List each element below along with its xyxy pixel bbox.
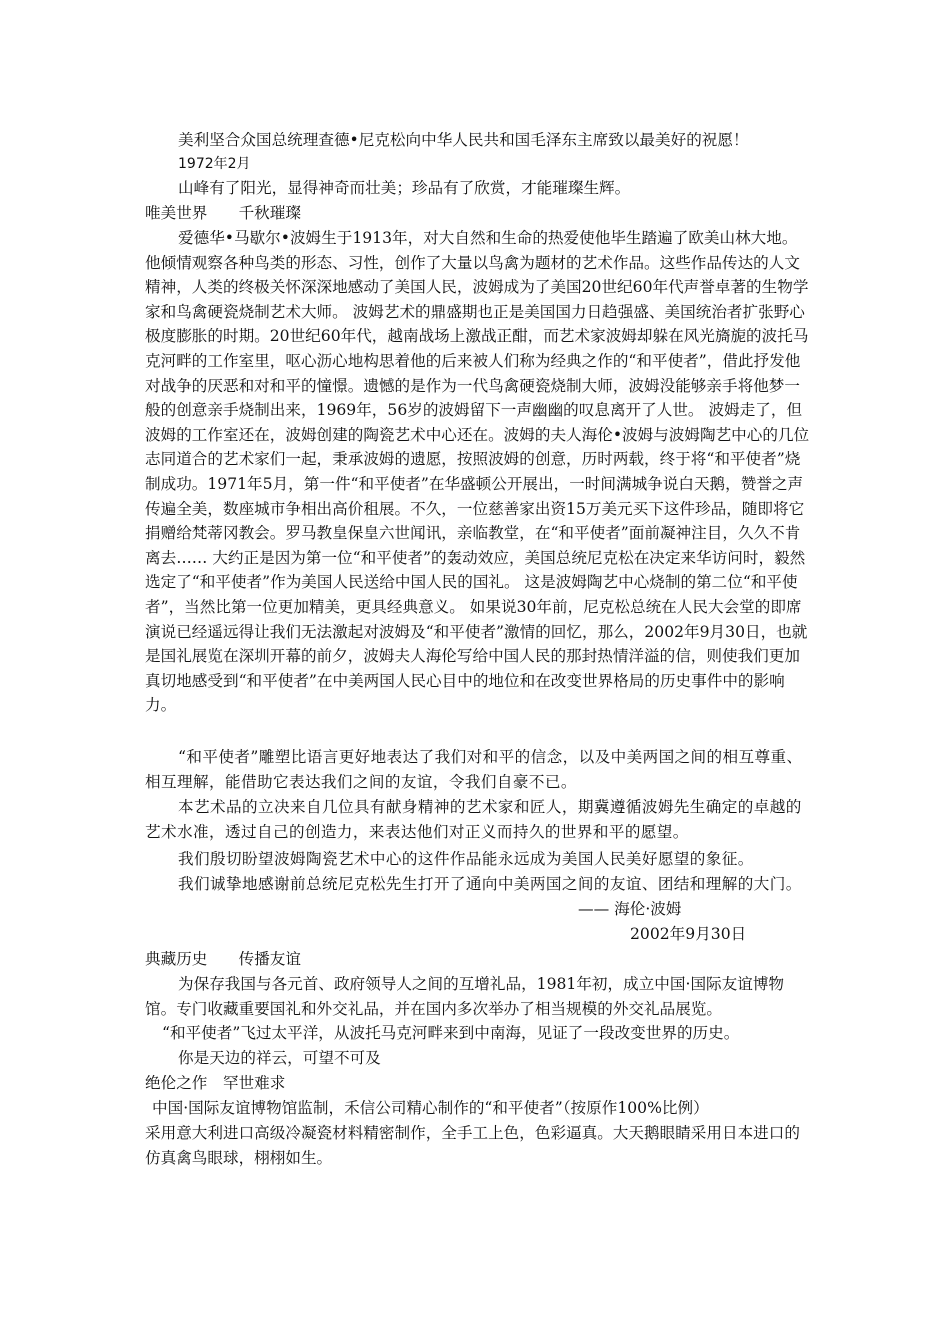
wish-date: 1972年2月 xyxy=(178,156,251,172)
made-paragraph: 中国·国际友谊博物馆监制，禾信公司精心制作的“和平使者”（按原作100%比例） xyxy=(152,1099,709,1117)
letter-paragraph-3: 我们殷切盼望波姆陶瓷艺术中心的这件作品能永远成为美国人民美好愿望的象征。 xyxy=(178,850,754,868)
museum-paragraph: 为保存我国与各元首、政府领导人之间的互增礼品，1981年初，成立中国·国际友谊博物馆。专门收藏重要国礼和外交礼品，并在国内多次举办了相当规模的外交礼品展览。 xyxy=(145,975,785,1018)
letter-paragraph-2: 本艺术品的立决来自几位具有献身精神的艺术家和匠人，期冀遵循波姆先生确定的卓越的艺术水准，透过自己的创造力，来表达他们对正义而持久的世界和平的愿望。 xyxy=(145,798,802,841)
cloud-paragraph: 你是天边的祥云，可望不可及 xyxy=(178,1049,381,1067)
fly-paragraph: “和平使者”飞过太平洋，从波托马克河畔来到中南海，见证了一段改变世界的历史。 xyxy=(162,1024,740,1042)
main-paragraph: 爱德华•马歇尔•波姆生于1913年，对大自然和生命的热爱使他毕生踏遍了欧美山林大地。他倾情观察各种鸟类的形态、习性，创作了大量以鸟禽为题材的艺术作品。这些作品传达的人文精神，人类的终极关怀深深地感动了美国人民，波姆成为了美国20世纪60年代声誉卓著的生物学家和鸟禽硬瓷烧制艺术大师。 波姆艺术的鼎盛期也正是美国国力日趋强盛、美国统治者扩张野心极度膨胀的时期。20世纪60年代，越南战场上激战正酣，而艺术家波姆却躲在风光旖旎的波托马克河畔的工作室里，呕心沥心地构思着他的后来被人们称为经典之作的“和平使者”，借此抒发他对战争的厌恶和对和平的憧憬。遗憾的是作为一代鸟禽硬瓷烧制大师，波姆没能够亲手将他梦一般的创意亲手烧制出来，1969年，56岁的波姆留下一声幽幽的叹息离开了人世。 波姆走了，但波姆的工作室还在，波姆创建的陶瓷艺术中心还在。波姆的夫人海伦•波姆与波姆陶艺中心的几位志同道合的艺术家们一起，秉承波姆的遗愿，按照波姆的创意，历时两载，终于将“和平使者”烧制成功。1971年5月，第一件“和平使者”在华盛顿公开展出，一时间满城争说白天鹅，赞誉之声传遍全美，数座城市争相出高价租展。不久，一位慈善家出资15万美元买下这件珍品，随即将它捐赠给梵蒂冈教会。罗马教皇保皇六世闻讯，亲临教堂，在“和平使者”面前凝神注目，久久不肯离去…… 大约正是因为第一位“和平使者”的轰动效应，美国总统尼克松在决定来华访问时，毅然选定了“和平使者”作为美国人民送给中国人民的国礼。 这是波姆陶艺中心烧制的第二位“和平使者”，当然比第一位更加精美，更具经典意义。 如果说30年前，尼克松总统在人民大会堂的即席演说已经遥远得让我们无法激起对波姆及“和平使者”激情的回忆，那么，2002年9月30日，也就是国礼展览在深圳开幕的前夕，波姆夫人海伦写给中国人民的那封热情洋溢的信，则使我们更加真切地感受到“和平使者”在中美两国人民心目中的地位和在改变世界格局的历史事件中的影响力。 xyxy=(145,229,810,715)
letter-signature: —— 海伦·波姆 xyxy=(578,900,682,918)
section-heading-1: 唯美世界 千秋璀璨 xyxy=(145,204,301,222)
saying-paragraph: 山峰有了阳光，显得神奇而壮美；珍品有了欣赏，才能璀璨生辉。 xyxy=(178,179,631,197)
material-paragraph: 采用意大利进口高级冷凝瓷材料精密制作，全手工上色，色彩逼真。大天鹅眼睛采用日本进口的仿真禽鸟眼球，栩栩如生。 xyxy=(145,1124,800,1167)
section-heading-2: 典藏历史 传播友谊 xyxy=(145,950,301,968)
wish-paragraph: 美利坚合众国总统理查德•尼克松向中华人民共和国毛泽东主席致以最美好的祝愿！ xyxy=(178,131,749,149)
letter-date: 2002年9月30日 xyxy=(630,925,747,943)
section-heading-3: 绝伦之作 罕世难求 xyxy=(145,1074,286,1092)
letter-paragraph-4: 我们诚挚地感谢前总统尼克松先生打开了通向中美两国之间的友谊、团结和理解的大门。 xyxy=(178,875,802,893)
letter-paragraph-1: “和平使者”雕塑比语言更好地表达了我们对和平的信念，以及中美两国之间的相互尊重、相互理解，能借助它表达我们之间的友谊，令我们自豪不已。 xyxy=(145,748,803,791)
